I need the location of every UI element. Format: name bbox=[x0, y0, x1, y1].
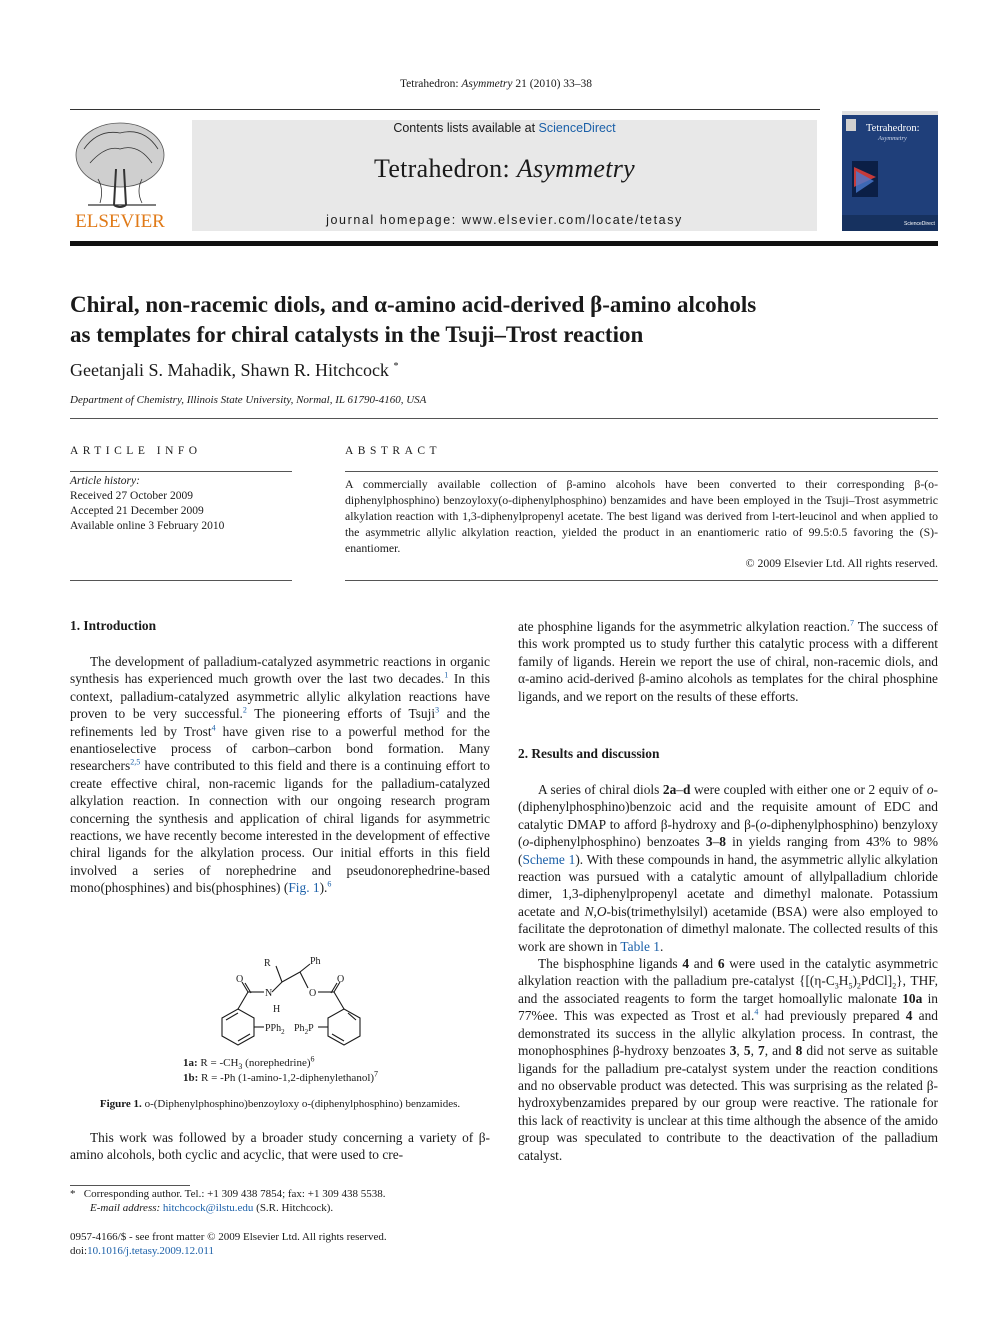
svg-text:O: O bbox=[309, 988, 317, 999]
elsevier-tree-icon bbox=[68, 119, 172, 231]
svg-text:PPh2: PPh$_2$ bbox=[265, 1023, 285, 1036]
svg-text:N: N bbox=[265, 988, 273, 999]
cover-image bbox=[842, 111, 938, 231]
introduction-paragraph-2: This work was followed by a broader study concerning a variety of β-amino alcohols, both cyclic and acyclic, that were used to cre- bbox=[70, 1130, 490, 1163]
svg-text:Ph2P: $Ph_2P$ bbox=[294, 1023, 314, 1036]
svg-text:Ph: Ph bbox=[310, 956, 321, 967]
svg-text:Tetrahedron:: Tetrahedron: bbox=[866, 123, 920, 134]
abstract-bottom-rule bbox=[345, 580, 938, 581]
title-rule bbox=[70, 418, 938, 419]
introduction-paragraph-3: ate phosphine ligands for the asymmetric alkylation reaction.$^7$ The success of this work prompted us to study further this catalytic process with a different family of ligands. Herein we report the use of chiral, non-racemic diols, and α-amino acid-derived β-amino alcohols as templates for the chiral phosphine ligands, and we report on the results of these efforts. bbox=[518, 618, 938, 704]
doi-link[interactable]: 10.1016/j.tetasy.2009.12.011 bbox=[87, 1245, 215, 1257]
figure-1-legend: 1a: $R = -CH_3$ (norephedrine)$^6$ 1b: R = -Ph (1-amino-1,2-diphenylethanol)$^7$ bbox=[183, 1054, 379, 1084]
footnote-corresponding-author: * Corresponding author. Tel.: +1 309 438 7854; fax: +1 309 438 5538. E-mail address: hitchcock@ilstu.edu (S.R. Hitchcock). bbox=[70, 1188, 386, 1214]
article-info-bottom-rule bbox=[70, 580, 292, 581]
abstract-rule bbox=[345, 471, 938, 472]
svg-text:O: O bbox=[236, 974, 244, 985]
journal-citation: Tetrahedron: Asymmetry 21 (2010) 33–38 bbox=[399, 78, 593, 90]
results-paragraphs: A series of chiral diols 2a–d were coupled with either one or 2 equiv of o-(diphenylphosphino)benzoic acid and the requisite amount of EDC and catalytic DMAP to afford β-hydroxy and β-(o-diphenylphosphino) benzyloxy (o-diphenylphosphino) benzoates 3–8 in yields ranging from 43% to 98% (Scheme 1). With these compounds in hand, the asymmetric allylic alkylation reaction was pursued with a catalytic amount of allylpalladium chloride dimer, 1,3-diphenylpropenyl acetate and dimethyl malonate. Potassium acetate and N,O-bis(trimethylsilyl) acetamide (BSA) were also employed to facilitate the deprotonation of dimethyl malonate. The collected results of this work are shown in Table 1. The bisphosphine ligands 4 and 6 were used in the catalytic asymmetric alkylation reaction with the palladium pre-catalyst $\{[(\eta-C_3H_5)_2PdCl]_2\}$, THF, and the associated reagents to form the target homoallylic malonate 10a in 77%ee. This was expected as Trost et al.$^4$ had previously prepared 4 and demonstrated its success in the allylic alkylation process. In contrast, the monophosphines β-hydroxy benzoates 3, 5, 7, and 8 did not serve as suitable ligands for the palladium pre-catalyst system under the reaction conditions and no observable product was detected. This was surprising as the related β-hydroxybenzamides prepared by our group were reactive. The rationale for this lack of reactivity is unclear at this time although the absence of the amido group was speculated to contribute to the deactivation of the palladium catalyst. bbox=[518, 782, 939, 1163]
author-list: Geetanjali S. Mahadik, Shawn R. Hitchcock * bbox=[70, 360, 399, 380]
corresponding-author-mark[interactable]: * bbox=[393, 361, 399, 372]
svg-text:Asymmetry: Asymmetry bbox=[878, 135, 907, 142]
svg-text:H: H bbox=[273, 1004, 281, 1015]
front-matter-line: 0957-4166/$ - see front matter © 2009 Elsevier Ltd. All rights reserved. doi:10.1016/j.tetasy.2009.12.011 bbox=[70, 1231, 387, 1257]
introduction-paragraph-1: The development of palladium-catalyzed asymmetric reactions in organic synthesis has experienced much growth over the last two decades.$^1$ In this context, palladium-catalyzed asymmetric allylic alkylation reactions have proven to be very successful.$^2$ The pioneering efforts of Tsuji$^3$ and the refinements led by Trost$^4$ have given rise to a powerful method for the enantioselective process of carbon–carbon bond formation. Many researchers$^{2,5}$ have contributed to this field and there is a continuing effort to create effective chiral, non-racemic ligands for the palladium-catalyzed alkylation reaction. In connection with our ongoing research program concerning the synthesis and application of chiral ligands for asymmetric reactions, we have recently become interested in the development of effective chiral ligands for the alkylation process. Our initial efforts in this field involved a series of norephedrine and pseudonorephedrine-based mono(phosphines) and bis(phosphines) (Fig. 1).$^6$ bbox=[70, 654, 491, 896]
journal-title: Tetrahedron: Asymmetry bbox=[373, 154, 636, 183]
section-heading-introduction: 1. Introduction bbox=[70, 618, 157, 633]
elsevier-logo bbox=[68, 119, 172, 231]
sciencedirect-link[interactable]: ScienceDirect bbox=[538, 121, 616, 135]
svg-text:O: O bbox=[337, 974, 345, 985]
author-email-link[interactable]: hitchcock@ilstu.edu bbox=[162, 1202, 254, 1214]
contents-line: Contents lists available at ScienceDirect bbox=[393, 121, 616, 135]
header-thick-rule bbox=[70, 241, 938, 246]
article-info-heading: ARTICLE INFO bbox=[70, 445, 202, 457]
svg-text:ScienceDirect: ScienceDirect bbox=[904, 221, 935, 227]
elsevier-wordmark: ELSEVIER bbox=[75, 211, 165, 231]
abstract-copyright: © 2009 Elsevier Ltd. All rights reserved. bbox=[745, 556, 938, 570]
section-heading-results: 2. Results and discussion bbox=[518, 746, 660, 761]
article-history: Article history: Received 27 October 2009 Accepted 21 December 2009 Available online 3 February 2010 bbox=[70, 475, 225, 532]
article-title: Chiral, non-racemic diols, and α-amino acid-derived β-amino alcohols as templates for chiral catalysts in the Tsuji–Trost reaction bbox=[70, 292, 757, 347]
header-rule bbox=[70, 109, 820, 110]
footnote-rule bbox=[70, 1185, 190, 1186]
journal-homepage[interactable]: journal homepage: www.elsevier.com/locate/tetasy bbox=[326, 213, 683, 227]
journal-cover-thumbnail bbox=[842, 111, 938, 231]
svg-text:R: R bbox=[264, 958, 271, 969]
article-info-rule bbox=[70, 471, 292, 472]
abstract-text: A commercially available collection of β-amino alcohols have been converted to their corresponding β-(o-diphenylphosphino) benzoyloxy(o-diphenylphosphino) benzamides and have been employed in the Tsuji–Trost asymmetric alkylation reaction with 1,3-diphenylpropenyl acetate. The best ligand was derived from l-tert-leucinol and when applied to the asymmetric allylic alkylation reaction, yielded the product in an enantiomeric ratio of 99.5:0.5 favoring the (S)-enantiomer. bbox=[345, 477, 938, 555]
figure-1-caption: Figure 1. o-(Diphenylphosphino)benzoyloxy o-(diphenylphosphino) benzamides. bbox=[99, 1098, 461, 1110]
affiliation: Department of Chemistry, Illinois State University, Normal, IL 61790-4160, USA bbox=[70, 394, 427, 406]
abstract-heading: ABSTRACT bbox=[345, 445, 442, 457]
